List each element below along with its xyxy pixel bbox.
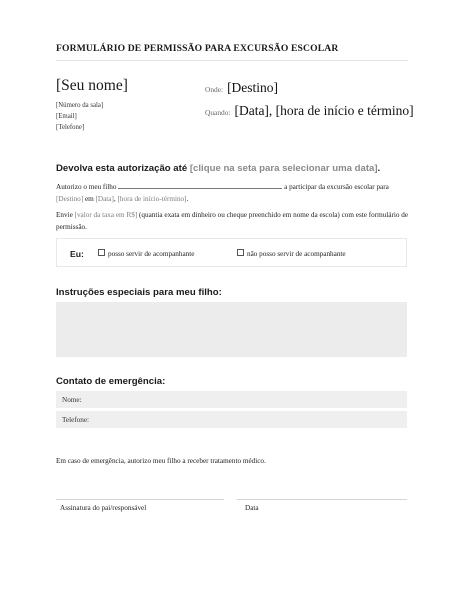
parent-signature-line[interactable] [56,499,224,500]
trip-time[interactable]: [hora de início-término] [117,195,187,203]
checkbox-icon[interactable] [98,249,105,256]
fee-paragraph [56,209,412,233]
form-title: FORMULÁRIO DE PERMISSÃO PARA EXCURSÃO ESCOLAR [56,43,339,54]
checkbox-icon[interactable] [237,249,244,256]
trip-destination[interactable]: [Destino] [56,195,84,203]
title-divider [56,60,408,61]
authorize-em: em [84,195,94,203]
emergency-phone-field[interactable] [56,411,407,428]
room-number[interactable]: [Número da sala] [56,102,104,109]
fee-send-text: Envie [56,211,73,219]
phone-field[interactable]: [Telefone] [56,124,85,131]
when-label: Quando: [205,108,231,117]
authorize-comma: , [113,195,116,203]
child-name-blank[interactable] [118,181,282,189]
fee-note: (quantia exata em dinheiro ou cheque preenchido em nome da escola) com este formulário de permissão. [56,211,409,231]
authorize-period: . [186,195,189,203]
date-signature-line[interactable] [237,499,407,500]
date-time-field[interactable]: [Data], [hora de início e término] [234,103,414,118]
emergency-name-label: Nome: [62,396,82,404]
return-heading [56,163,380,174]
instructions-field[interactable] [56,302,407,357]
where-label: Onde: [205,85,224,94]
chaperone-no-label: não posso servir de acompanhante [247,250,346,258]
emergency-name-field[interactable] [56,391,407,408]
when-row [205,102,414,120]
instructions-heading: Instruções especiais para meu filho: [56,287,222,298]
parent-name[interactable]: [Seu nome] [56,77,128,94]
authorization-paragraph [56,181,412,205]
return-heading-text: Devolva esta autorização até [56,163,188,174]
chaperone-yes-label: posso servir de acompanhante [108,250,195,258]
destination-field[interactable]: [Destino] [227,80,279,95]
return-heading-period: . [377,163,381,174]
emergency-heading: Contato de emergência: [56,376,166,387]
chaperone-no-option[interactable] [237,249,346,258]
medical-consent: Em caso de emergência, autorizo meu filho a receber tratamento médico. [56,457,266,465]
return-date-picker[interactable]: [clique na seta para selecionar uma data] [189,163,378,174]
authorize-text-start: Autorizo o meu filho [56,183,117,191]
chaperone-yes-option[interactable] [98,249,194,258]
where-row [205,79,278,97]
fee-amount[interactable]: [valor da taxa em R$] [74,211,138,219]
chaperone-label: Eu: [70,249,84,259]
trip-date[interactable]: [Data] [95,195,114,203]
authorize-text-end: a participar da excursão escolar para [284,183,389,191]
signature-date-label: Data [245,504,259,512]
parent-signature-label: Assinatura do pai/responsável [60,504,147,512]
email-field[interactable]: [Email] [56,113,77,120]
emergency-phone-label: Telefone: [62,416,90,424]
